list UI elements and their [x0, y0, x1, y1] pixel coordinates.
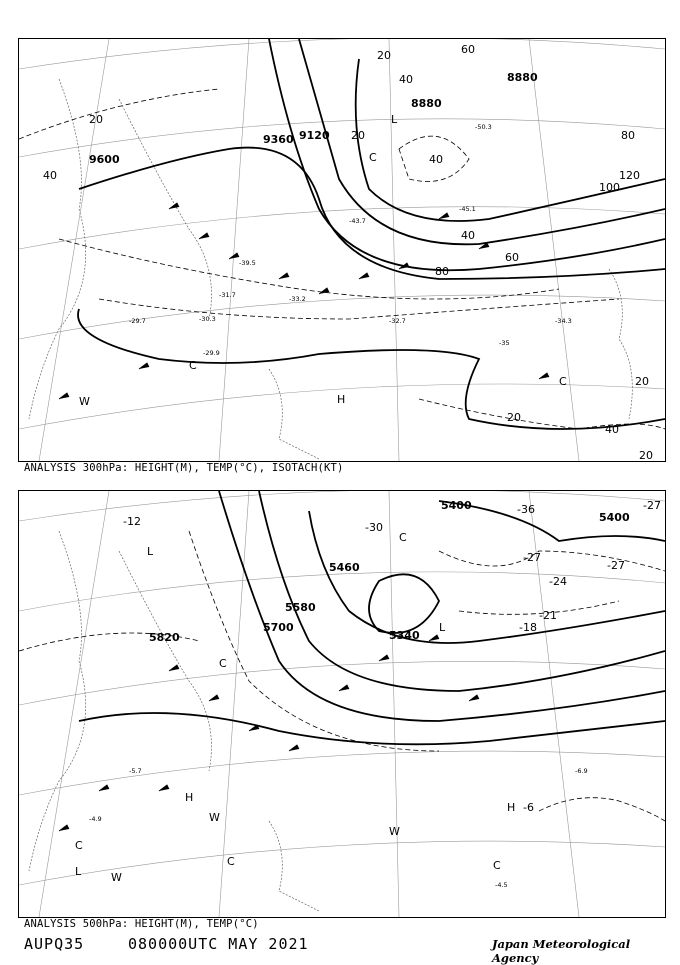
temp-label: -34.3 — [555, 317, 572, 325]
isotach-label: 80 — [621, 129, 635, 142]
isotach-label: 20 — [635, 375, 649, 388]
height-label: 5580 — [285, 601, 316, 614]
isotach-label: 40 — [461, 229, 475, 242]
temp-label: -50.3 — [475, 123, 492, 131]
height-label: 5460 — [329, 561, 360, 574]
height-label: 8880 — [507, 71, 538, 84]
temp-label: -27 — [643, 499, 661, 512]
temp-label: -27 — [523, 551, 541, 564]
panel-500hpa-caption: ANALYSIS 500hPa: HEIGHT(M), TEMP(°C) — [24, 918, 259, 930]
isotach-label: 80 — [435, 265, 449, 278]
graticule — [19, 491, 665, 917]
wind-barbs — [59, 635, 479, 831]
high-center-marker: H — [185, 791, 194, 804]
temp-label: -39.5 — [239, 259, 256, 267]
cold-center-marker: C — [219, 657, 227, 670]
cold-center-marker: C — [75, 839, 83, 852]
temp-label: -21 — [539, 609, 557, 622]
low-center-marker: L — [147, 545, 154, 558]
map-300hpa-canvas — [19, 39, 665, 461]
cold-center-marker: C — [399, 531, 407, 544]
high-center-marker: H — [507, 801, 516, 814]
cold-center-marker: C — [369, 151, 377, 164]
isotach-contours — [19, 89, 665, 429]
cold-center-marker: C — [493, 859, 501, 872]
low-center-marker: L — [75, 865, 82, 878]
temp-label: -43.7 — [349, 217, 366, 225]
low-center-marker: L — [439, 621, 446, 634]
isotach-label: 100 — [599, 181, 620, 194]
isotach-label: 20 — [89, 113, 103, 126]
temp-label: -30 — [365, 521, 383, 534]
cold-center-marker: C — [227, 855, 235, 868]
temp-label: -29.9 — [203, 349, 220, 357]
height-label: 9120 — [299, 129, 330, 142]
map-panel-500hpa — [18, 490, 666, 918]
warm-center-marker: W — [389, 825, 400, 838]
height-label: 5700 — [263, 621, 294, 634]
isotach-label: 40 — [605, 423, 619, 436]
isotach-label: 20 — [507, 411, 521, 424]
temp-label: -5.7 — [129, 767, 142, 775]
high-center-marker: H — [337, 393, 346, 406]
panel-300hpa-caption: ANALYSIS 300hPa: HEIGHT(M), TEMP(°C), ISOTACH(KT) — [24, 462, 344, 474]
temp-label: -30.3 — [199, 315, 216, 323]
coastline — [29, 531, 319, 911]
temp-label: -32.7 — [389, 317, 406, 325]
isotach-label: 40 — [43, 169, 57, 182]
chart-id: AUPQ35 — [24, 935, 85, 953]
temp-label: -6.9 — [575, 767, 588, 775]
isotach-label: 40 — [429, 153, 443, 166]
height-label: 8880 — [411, 97, 442, 110]
isotach-label: 20 — [351, 129, 365, 142]
cold-center-marker: C — [189, 359, 197, 372]
temp-label: -18 — [519, 621, 537, 634]
height-label: 5820 — [149, 631, 180, 644]
height-label: 5400 — [599, 511, 630, 524]
height-label: 5400 — [441, 499, 472, 512]
temp-label: -12 — [123, 515, 141, 528]
temp-label: -33.2 — [289, 295, 306, 303]
temp-label: -45.1 — [459, 205, 476, 213]
agency-credit: Japan Meteorological Agency — [492, 937, 631, 965]
temp-label: -27 — [607, 559, 625, 572]
low-center-marker: L — [391, 113, 398, 126]
isotach-label: 60 — [461, 43, 475, 56]
temp-label: -4.5 — [495, 881, 508, 889]
isotach-label: 120 — [619, 169, 640, 182]
cold-center-marker: C — [559, 375, 567, 388]
height-label: 5340 — [389, 629, 420, 642]
height-contours — [78, 39, 665, 429]
temp-label: -24 — [549, 575, 567, 588]
height-label: 9360 — [263, 133, 294, 146]
height-label: 9600 — [89, 153, 120, 166]
isotach-label: 40 — [399, 73, 413, 86]
temp-label: -35 — [499, 339, 510, 347]
warm-center-marker: W — [79, 395, 90, 408]
isotherm-contours — [19, 531, 665, 821]
map-500hpa-canvas — [19, 491, 665, 917]
temp-label: -6 — [523, 801, 534, 814]
isotach-label: 20 — [639, 449, 653, 461]
temp-label: -36 — [517, 503, 535, 516]
temp-label: -4.9 — [89, 815, 102, 823]
map-panel-300hpa — [18, 38, 666, 462]
warm-center-marker: W — [209, 811, 220, 824]
temp-label: -31.7 — [219, 291, 236, 299]
isotach-label: 60 — [505, 251, 519, 264]
valid-time: 080000UTC MAY 2021 — [128, 935, 309, 953]
warm-center-marker: W — [111, 871, 122, 884]
isotach-label: 20 — [377, 49, 391, 62]
coastline — [29, 79, 632, 459]
temp-label: -29.7 — [129, 317, 146, 325]
